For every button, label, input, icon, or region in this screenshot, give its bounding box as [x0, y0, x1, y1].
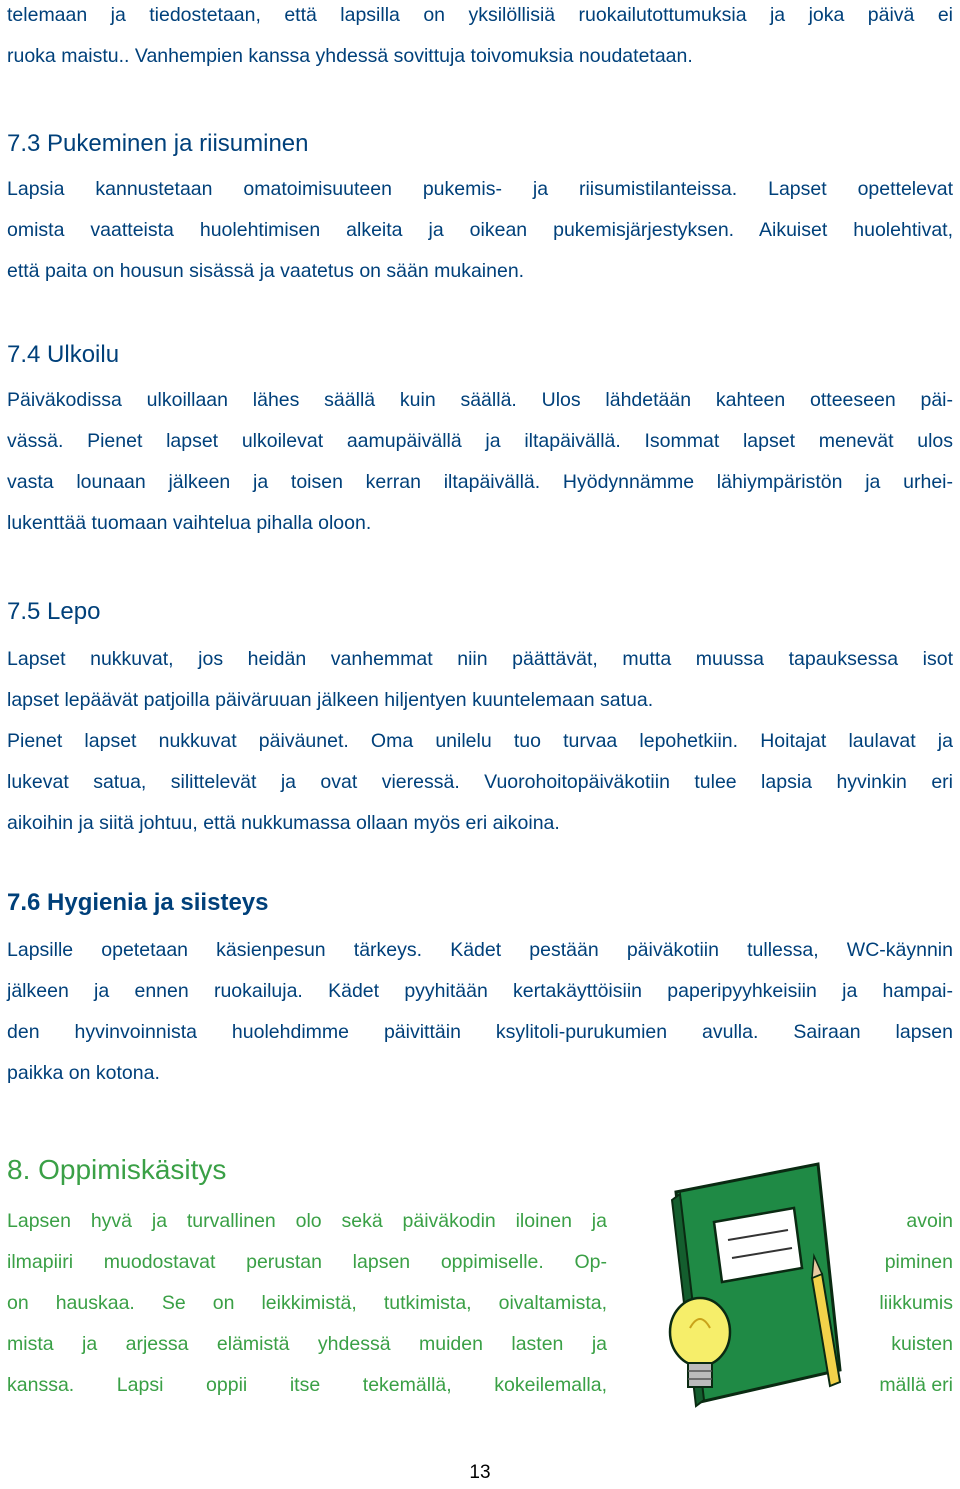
chapter-heading-8: 8. Oppimiskäsitys: [7, 1154, 227, 1185]
wrapped-line-right: kuisten: [891, 1333, 953, 1355]
wrapped-line-left: on hauskaa. Se on leikkimistä, tutkimista, oivaltamista,: [7, 1292, 607, 1314]
paragraph-line: vässä. Pienet lapset ulkoilevat aamupäivällä ja iltapäivällä. Isommat lapset menevät ulos: [7, 430, 953, 452]
paragraph-line: lukenttää tuomaan vaihtelua pihalla oloon.: [7, 512, 372, 534]
paragraph-line: lapset lepäävät patjoilla päiväruuan jälkeen hiljentyen kuuntelemaan satua.: [7, 689, 654, 711]
wrapped-line-right: mällä eri: [879, 1374, 953, 1396]
paragraph-line: omista vaatteista huolehtimisen alkeita ja oikean pukemisjärjestyksen. Aikuiset huolehtivat,: [7, 219, 953, 241]
paragraph-line: telemaan ja tiedostetaan, että lapsilla on yksilöllisiä ruokailutottumuksia ja joka päivä ei: [7, 4, 953, 26]
notebook-label: [714, 1208, 802, 1282]
paragraph-line: Lapsia kannustetaan omatoimisuuteen pukemis- ja riisumistilanteissa. Lapset opettelevat: [7, 178, 953, 200]
wrapped-line-right: avoin: [906, 1210, 953, 1232]
paragraph-line: Pienet lapset nukkuvat päiväunet. Oma unilelu tuo turvaa lepohetkiin. Hoitajat laulavat ja: [7, 730, 953, 752]
paragraph-line: Päiväkodissa ulkoillaan lähes säällä kuin säällä. Ulos lähdetään kahteen otteeseen päi-: [7, 389, 953, 411]
wrapped-line-right: liikkumis: [879, 1292, 953, 1314]
paragraph-line: vasta lounaan jälkeen ja toisen kerran iltapäivällä. Hyödynnämme lähiympäristön ja urhei-: [7, 471, 953, 493]
paragraph-line: aikoihin ja siitä johtuu, että nukkumassa ollaan myös eri aikoina.: [7, 812, 560, 834]
wrapped-line-right: piminen: [884, 1251, 953, 1273]
wrapped-line-left: ilmapiiri muodostavat perustan lapsen oppimiselle. Op-: [7, 1251, 607, 1273]
section-heading-7-5: 7.5 Lepo: [7, 598, 101, 625]
wrapped-line-left: mista ja arjessa elämistä yhdessä muiden lasten ja: [7, 1333, 607, 1355]
wrapped-line-left: kanssa. Lapsi oppii itse tekemällä, kokeilemalla,: [7, 1374, 607, 1396]
bulb-base-icon: [688, 1363, 712, 1387]
page-number: 13: [469, 1462, 491, 1483]
paragraph-line: den hyvinvoinnista huolehdimme päivittäin ksylitoli-purukumien avulla. Sairaan lapsen: [7, 1021, 953, 1043]
section-heading-7-6: 7.6 Hygienia ja siisteys: [7, 889, 269, 916]
paragraph-line: lukevat satua, silittelevät ja ovat vieressä. Vuorohoitopäiväkotiin tulee lapsia hyvinkin eri: [7, 771, 953, 793]
wrapped-line-left: Lapsen hyvä ja turvallinen olo sekä päiväkodin iloinen ja: [7, 1210, 607, 1232]
paragraph-line: paikka on kotona.: [7, 1062, 160, 1084]
paragraph-line: jälkeen ja ennen ruokailuja. Kädet pyyhitään kertakäyttöisiin paperipyyhkeisiin ja hampai-: [7, 980, 953, 1002]
paragraph-line: että paita on housun sisässä ja vaatetus on sään mukainen.: [7, 260, 525, 282]
notebook-lightbulb-illustration: [618, 1160, 858, 1410]
paragraph-line: Lapsille opetetaan käsienpesun tärkeys. Kädet pestään päiväkotiin tullessa, WC-käynnin: [7, 939, 953, 961]
section-heading-7-3: 7.3 Pukeminen ja riisuminen: [7, 130, 309, 157]
paragraph-line: Lapset nukkuvat, jos heidän vanhemmat niin päättävät, mutta muussa tapauksessa isot: [7, 648, 953, 670]
section-heading-7-4: 7.4 Ulkoilu: [7, 341, 120, 368]
lightbulb-icon: [670, 1298, 730, 1366]
paragraph-line: ruoka maistu.. Vanhempien kanssa yhdessä sovittuja toivomuksia noudatetaan.: [7, 45, 693, 67]
